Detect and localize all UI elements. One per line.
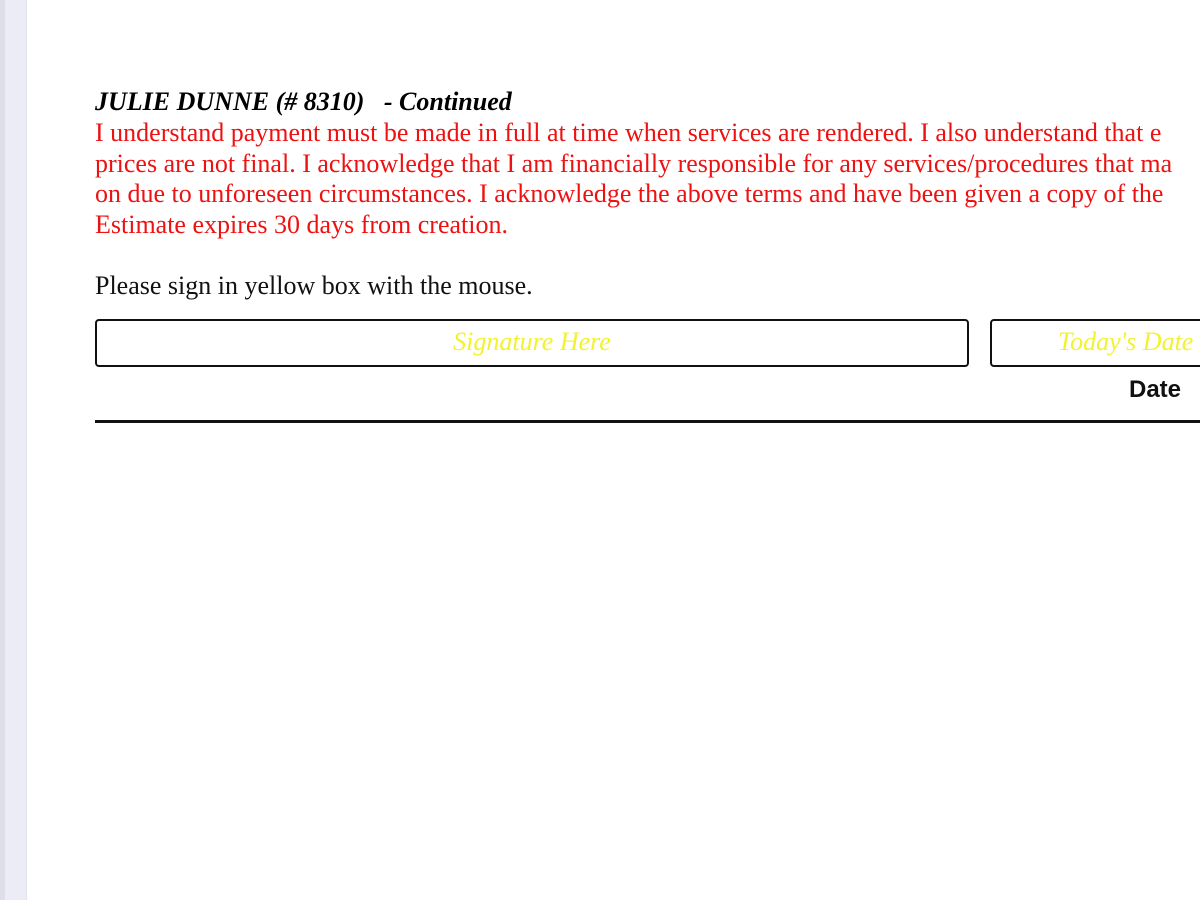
date-label: Date xyxy=(1129,376,1182,403)
document-page xyxy=(27,0,1200,900)
left-gutter-shade xyxy=(0,0,5,900)
signature-placeholder: Signature Here xyxy=(453,327,611,356)
terms-line: on due to unforeseen circumstances. I acknowledge the above terms and have been given a copy of the xyxy=(95,179,1164,208)
terms-line: Estimate expires 30 days from creation. xyxy=(95,209,508,239)
date-placeholder: Today's Date xyxy=(1058,327,1194,356)
client-heading: JULIE DUNNE (# 8310) - Continued xyxy=(95,87,512,116)
left-gutter xyxy=(0,0,27,900)
sign-instruction: Please sign in yellow box with the mouse. xyxy=(95,271,533,300)
terms-line: prices are not final. I acknowledge that I am financially responsible for any services/procedures that ma xyxy=(95,148,1173,178)
signature-divider xyxy=(95,420,1200,423)
document-content xyxy=(95,86,1200,240)
terms-paragraph xyxy=(95,118,1200,240)
signature-box[interactable] xyxy=(95,319,969,367)
date-box[interactable] xyxy=(990,319,1200,367)
terms-line: I understand payment must be made in full at time when services are rendered. I also understand that e xyxy=(95,118,1162,147)
